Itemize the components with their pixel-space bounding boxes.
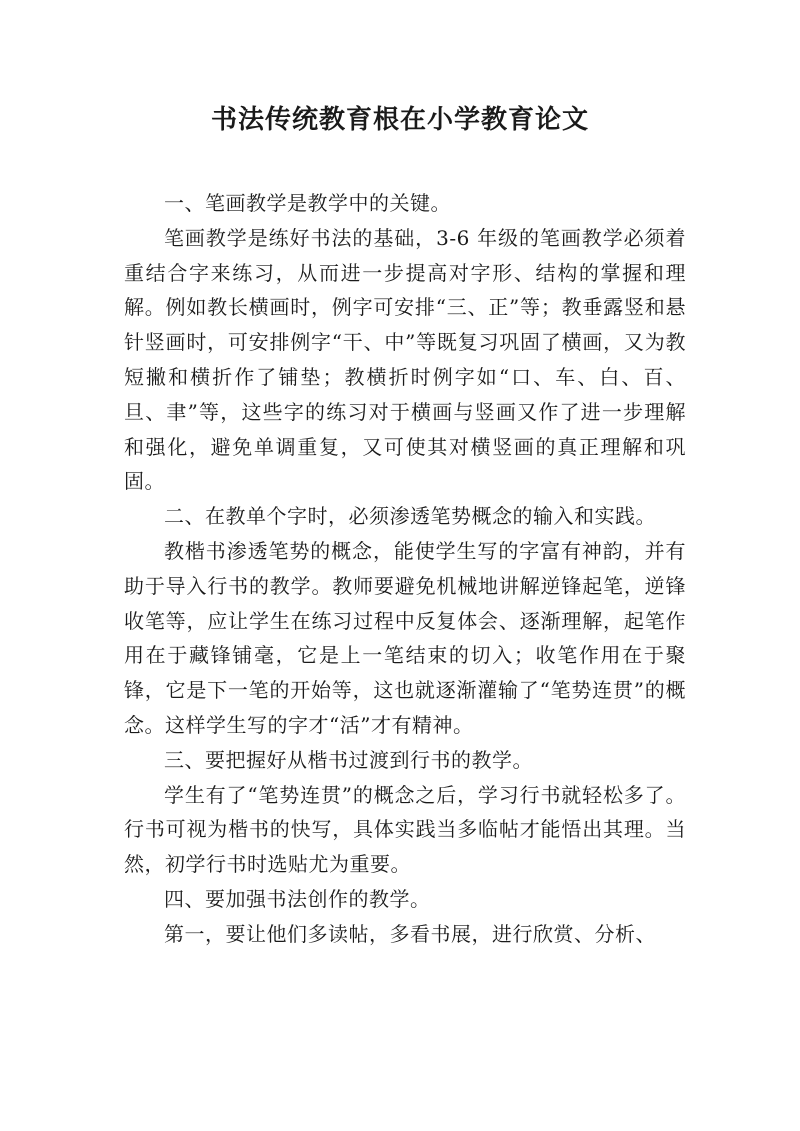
paragraph-4: 第一，要让他们多读帖，多看书展，进行欣赏、分析、 xyxy=(164,921,656,946)
paragraph-2: 教楷书渗透笔势的概念，能使学生写的字富有神韵，并有助于导入行书的教学。教师要避免机械地讲解逆锋起笔，逆锋收笔等，应让学生在练习过程中反复体会、逐渐理解，起笔作用在于藏锋铺毫，它是上一笔结束的切入；收笔作用在于聚锋，它是下一笔的开始等，这也就逐渐灌输了“笔势连贯”的概念。这样学生写的字才“活”才有精神。 xyxy=(124,538,686,737)
paragraph-3: 学生有了“笔势连贯”的概念之后，学习行书就轻松多了。行书可视为楷书的快写，具体实践当多临帖才能悟出其理。当然，初学行书时选贴尤为重要。 xyxy=(124,782,686,877)
section-heading-1: 一、笔画教学是教学中的关键。 xyxy=(164,191,451,215)
document-body xyxy=(124,186,686,952)
section-heading-2: 二、在教单个字时，必须渗透笔势概念的输入和实践。 xyxy=(164,504,656,529)
document-title: 书法传统教育根在小学教育论文 xyxy=(210,105,589,135)
paragraph-1: 笔画教学是练好书法的基础，3-6 年级的笔画教学必须着重结合字来练习，从而进一步提高对字形、结构的掌握和理解。例如教长横画时，例字可安排“三、正”等；教垂露竖和悬针竖画时，可安排例字“干、中”等既复习巩固了横画，又为教短撇和横折作了铺垫；教横折时例字如“口、车、白、百、旦、聿”等，这些字的练习对于横画与竖画又作了进一步理解和强化，避免单调重复，又可使其对横竖画的真正理解和巩固。 xyxy=(124,225,686,494)
section-heading-4: 四、要加强书法创作的教学。 xyxy=(164,886,431,911)
section-heading-3: 三、要把握好从楷书过渡到行书的教学。 xyxy=(164,747,533,772)
